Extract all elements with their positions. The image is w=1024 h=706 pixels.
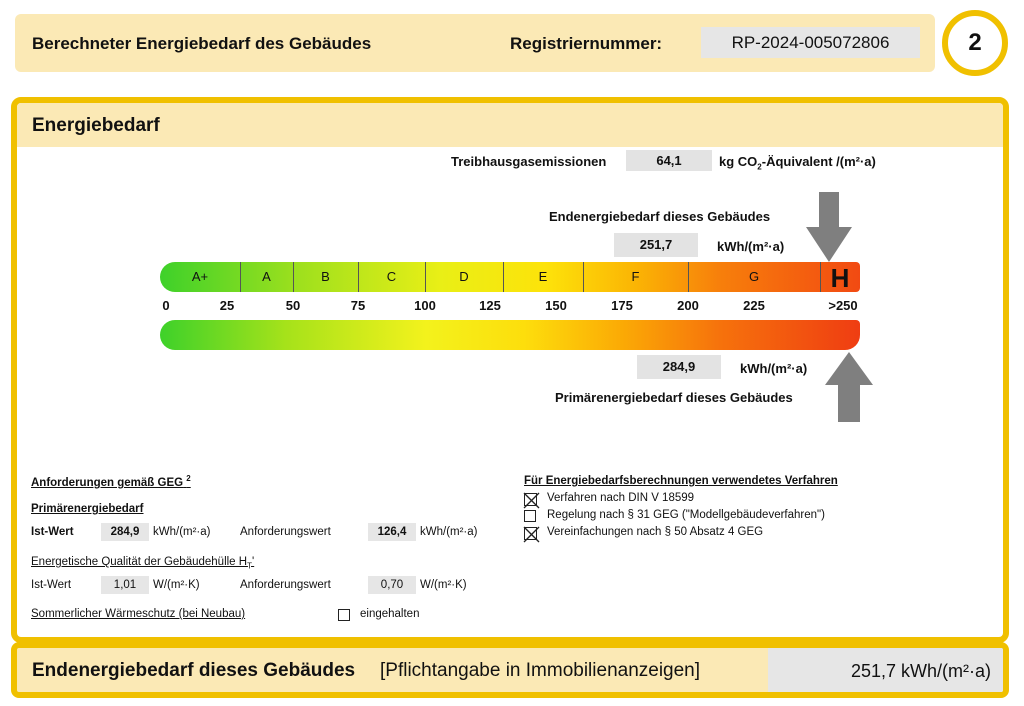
header-bar bbox=[15, 14, 935, 72]
scale-tick-label: 125 bbox=[479, 298, 501, 313]
scale-tick-label: 100 bbox=[414, 298, 436, 313]
envelope-req-label: Anforderungswert bbox=[240, 579, 331, 591]
summer-protection-checkbox-label: eingehalten bbox=[360, 608, 420, 620]
energy-class-c: C bbox=[386, 269, 397, 284]
scale-tick-label: 50 bbox=[285, 298, 301, 313]
header-title: Berechneter Energiebedarf des Gebäudes bbox=[32, 34, 372, 53]
scale-tick-label: 175 bbox=[611, 298, 633, 313]
energy-class-h: H bbox=[830, 263, 850, 293]
page-number-badge: 2 bbox=[942, 10, 1008, 76]
primary-req-unit: kWh/(m²·a) bbox=[420, 526, 478, 538]
primary-ist-unit: kWh/(m²·a) bbox=[153, 526, 211, 538]
panel-header bbox=[17, 103, 1003, 147]
envelope-ist-value: 1,01 bbox=[101, 576, 149, 594]
primary-energy-arrow-icon bbox=[825, 352, 873, 422]
primary-req-label: Anforderungswert bbox=[240, 526, 331, 538]
requirements-title-sup: 2 bbox=[186, 474, 191, 483]
method-simplification-checkbox[interactable] bbox=[524, 527, 537, 540]
emissions-label: Treibhausgasemissionen bbox=[451, 154, 607, 169]
energy-class-separator bbox=[688, 262, 689, 292]
panel-title: Energiebedarf bbox=[32, 115, 160, 136]
requirements-title-text: Anforderungen gemäß GEG bbox=[31, 476, 184, 489]
envelope-title-sub: T bbox=[247, 561, 252, 571]
footer-bar bbox=[11, 642, 1009, 698]
envelope-ist-label: Ist-Wert bbox=[31, 579, 72, 591]
energy-class-separator bbox=[503, 262, 504, 292]
method-model-label: Regelung nach § 31 GEG ("Modellgebäudeverfahren") bbox=[547, 509, 825, 521]
registration-label: Registriernummer: bbox=[510, 34, 663, 53]
emissions-unit-sub: 2 bbox=[757, 162, 762, 172]
scale-tick-label: 25 bbox=[219, 298, 235, 313]
end-energy-unit: kWh/(m²·a) bbox=[717, 239, 785, 254]
energy-class-g: G bbox=[748, 269, 760, 284]
checkbox-cross-icon bbox=[523, 492, 540, 509]
primary-req-value: 126,4 bbox=[368, 523, 416, 541]
envelope-title-suffix: ' bbox=[251, 556, 255, 568]
energy-class-separator bbox=[425, 262, 426, 292]
method-din-checkbox[interactable] bbox=[524, 493, 537, 506]
energy-class-f: F bbox=[631, 269, 640, 284]
envelope-req-unit: W/(m²·K) bbox=[420, 579, 467, 591]
scale-tick-label: >250 bbox=[828, 298, 858, 313]
registration-number: RP-2024-005072806 bbox=[701, 27, 920, 58]
scale-tick-label: 0 bbox=[162, 298, 170, 313]
emissions-unit bbox=[719, 154, 876, 172]
end-energy-label: Endenergiebedarf dieses Gebäudes bbox=[549, 209, 771, 224]
energy-class-separator bbox=[583, 262, 584, 292]
footer-note: [Pflichtangabe in Immobilienanzeigen] bbox=[380, 660, 701, 681]
emissions-unit-prefix: kg CO bbox=[719, 154, 758, 169]
primary-energy-label: Primärenergiebedarf dieses Gebäudes bbox=[555, 390, 793, 405]
energy-class-a: A bbox=[262, 269, 271, 284]
energy-class-separator bbox=[293, 262, 294, 292]
summer-protection-title: Sommerlicher Wärmeschutz (bei Neubau) bbox=[31, 608, 246, 620]
checkbox-cross-icon bbox=[523, 526, 540, 543]
primary-energy-value: 284,9 bbox=[637, 355, 721, 379]
scale-tick-label: 225 bbox=[743, 298, 765, 313]
envelope-title-prefix: Energetische Qualität der Gebäudehülle H bbox=[31, 556, 248, 568]
energy-class-separator bbox=[820, 262, 821, 292]
emissions-unit-suffix: -Äquivalent /(m²·a) bbox=[761, 154, 876, 169]
scale-tick-label: 200 bbox=[677, 298, 699, 313]
primary-energy-unit: kWh/(m²·a) bbox=[740, 361, 808, 376]
emissions-value: 64,1 bbox=[626, 150, 712, 171]
energy-class-b: B bbox=[321, 269, 330, 284]
footer-title: Endenergiebedarf dieses Gebäudes bbox=[32, 660, 356, 681]
scale-tick-label: 150 bbox=[545, 298, 567, 313]
end-energy-value: 251,7 bbox=[614, 233, 698, 257]
requirements-title bbox=[31, 474, 191, 489]
method-simplification-label: Vereinfachungen nach § 50 Absatz 4 GEG bbox=[547, 526, 764, 538]
energy-class-a-plus: A+ bbox=[191, 269, 209, 284]
energy-class-d: D bbox=[459, 269, 469, 284]
primary-requirement-title: Primärenergiebedarf bbox=[31, 503, 144, 515]
envelope-ist-unit: W/(m²·K) bbox=[153, 579, 200, 591]
energy-class-e: E bbox=[538, 269, 548, 284]
method-din-label: Verfahren nach DIN V 18599 bbox=[547, 492, 695, 504]
energy-class-separator bbox=[240, 262, 241, 292]
primary-ist-value: 284,9 bbox=[101, 523, 149, 541]
envelope-req-value: 0,70 bbox=[368, 576, 416, 594]
energy-class-separator bbox=[358, 262, 359, 292]
methods-title: Für Energiebedarfsberechnungen verwendetes Verfahren bbox=[524, 475, 838, 487]
end-energy-arrow-icon bbox=[806, 192, 852, 262]
envelope-title bbox=[31, 556, 254, 570]
primary-energy-bar bbox=[160, 320, 860, 350]
primary-ist-label: Ist-Wert bbox=[31, 526, 74, 538]
footer-value: 251,7 kWh/(m²·a) bbox=[768, 648, 1003, 692]
summer-protection-checkbox[interactable] bbox=[338, 609, 350, 621]
method-model-checkbox[interactable] bbox=[524, 510, 536, 522]
scale-tick-label: 75 bbox=[350, 298, 366, 313]
